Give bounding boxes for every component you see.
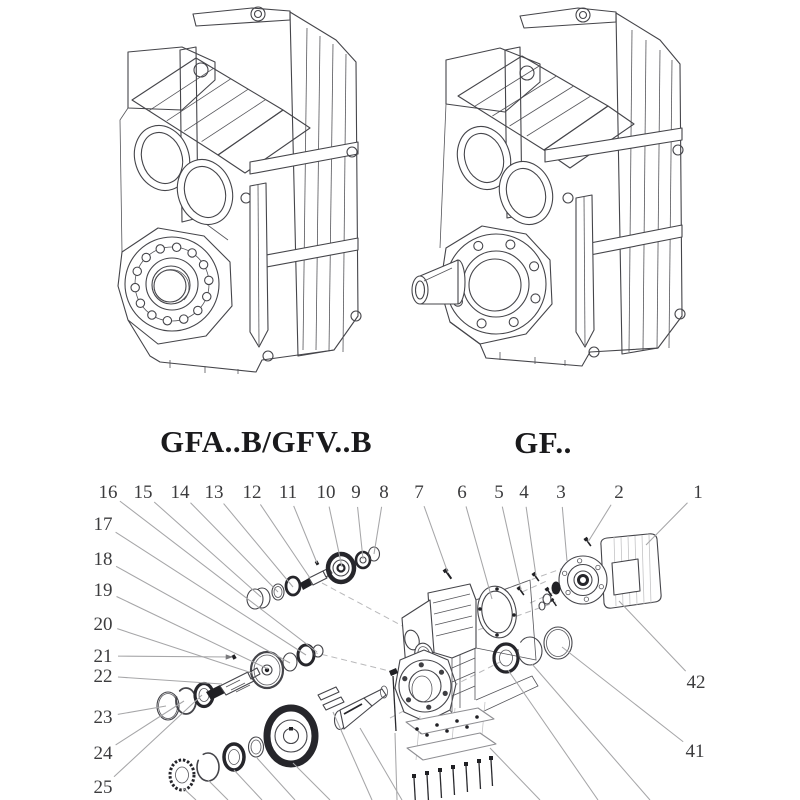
leader-line-2 (588, 505, 611, 542)
motor-pinion (552, 582, 561, 595)
leader-line-41 (562, 647, 683, 742)
input-bores (449, 120, 573, 232)
leader-line-12 (260, 504, 310, 578)
gusset-hole (520, 66, 534, 80)
seal-ring-icon (544, 627, 572, 659)
input-bores (126, 118, 251, 231)
callout-18: 18 (93, 549, 113, 570)
leader-line-18 (116, 566, 290, 663)
leader-line-42 (619, 601, 686, 671)
bottom-cover (407, 733, 496, 760)
callout-4: 4 (519, 482, 529, 503)
model-label-right: GF.. (514, 425, 572, 460)
adapter-flange-ring (474, 583, 520, 641)
output-shaft-parts (170, 668, 398, 790)
callout-10: 10 (316, 482, 336, 503)
callout-12: 12 (242, 482, 262, 503)
top-gusset-plate (128, 47, 215, 110)
model-label-left: GFA..B/GFV..B (159, 424, 373, 459)
leader-line-7 (424, 506, 448, 573)
housing-bolt (443, 568, 454, 580)
oil-seal-icon (224, 744, 244, 770)
leader-line-3 (562, 507, 567, 561)
side-strap-upper (545, 128, 682, 162)
leader-line-5 (502, 507, 521, 590)
callout-19: 19 (93, 580, 113, 601)
oil-plug-icon (576, 8, 590, 22)
snap-ring-icon (197, 753, 219, 781)
callout-6: 6 (457, 482, 467, 503)
callout-21: 21 (93, 646, 113, 667)
shaft-key (323, 697, 344, 710)
side-rib-panel (616, 13, 682, 354)
side-strap-lower (580, 225, 682, 257)
top-bar (520, 8, 616, 28)
callout-3: 3 (556, 482, 566, 503)
callout-20: 20 (93, 614, 113, 635)
leader-line-13 (224, 504, 293, 587)
roller-bearing-icon (170, 760, 194, 790)
side-rib-panel (290, 12, 358, 356)
corner-screw-icon (673, 145, 683, 155)
callout-15: 15 (133, 482, 153, 503)
callout-22: 22 (93, 666, 113, 687)
callout-5: 5 (494, 482, 504, 503)
leader-line-11 (294, 506, 317, 563)
bearing-icon (494, 644, 518, 672)
callout-25: 25 (93, 777, 113, 798)
leader-line-8 (374, 507, 382, 554)
callout-7: 7 (414, 482, 424, 503)
key-pin (231, 654, 236, 660)
leader-line-20 (117, 629, 252, 673)
callout-17: 17 (93, 514, 113, 535)
leader-line-4 (526, 507, 536, 576)
callout-2: 2 (614, 482, 624, 503)
ring (283, 653, 297, 671)
callout-42: 42 (686, 672, 706, 693)
leader-line-24 (116, 701, 184, 745)
callout-16: 16 (98, 482, 118, 503)
long-bolt (389, 668, 398, 676)
callout-1: 1 (693, 482, 703, 503)
callout-11: 11 (278, 482, 298, 503)
gfab-gfvb-drawing (118, 7, 361, 374)
leader-line-21 (118, 656, 232, 657)
terminal-box (612, 559, 640, 595)
leader-line-22 (118, 677, 222, 684)
callout-13: 13 (204, 482, 224, 503)
bearing-icon (286, 577, 300, 595)
motor-flange (559, 556, 607, 604)
corner-screw-icon (675, 309, 685, 319)
callout-9: 9 (351, 482, 361, 503)
callout-14: 14 (170, 482, 190, 503)
exploded-view (94, 482, 706, 800)
output-shaft (412, 260, 465, 304)
leader-line-16 (120, 501, 317, 652)
oil-plug-icon (251, 7, 265, 21)
leader-line-15 (154, 502, 261, 597)
motor-unit (559, 534, 661, 608)
callout-24: 24 (93, 743, 113, 764)
gf-drawing (412, 8, 685, 366)
hollow-shaft-bearing (118, 228, 232, 344)
callout-41: 41 (685, 741, 705, 762)
top-bar (193, 8, 290, 26)
shaft-key (318, 687, 339, 700)
callout-23: 23 (93, 707, 113, 728)
leader-line-1 (646, 503, 687, 545)
leader-line-19 (117, 596, 268, 669)
snap-ring-icon (518, 637, 542, 665)
leader-line-17 (116, 532, 306, 655)
callout-8: 8 (379, 482, 389, 503)
cover-bolts (412, 756, 493, 800)
